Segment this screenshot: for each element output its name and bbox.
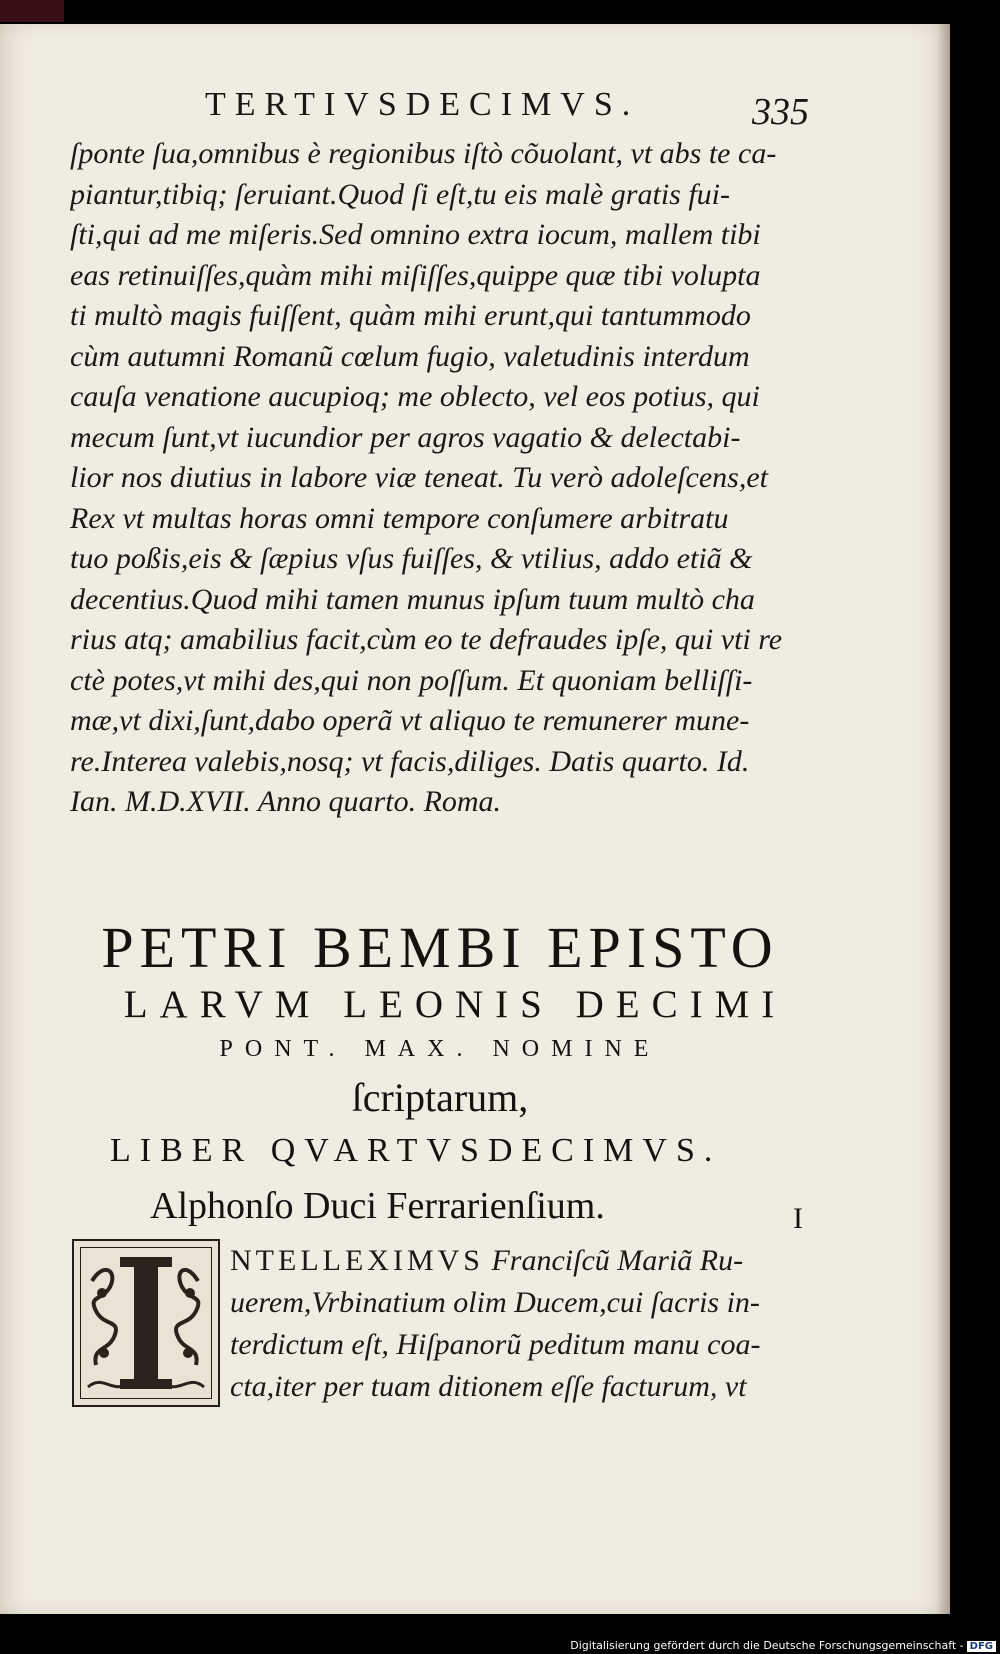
text-line: ti multò magis fuiſſent, quàm mihi erunt,qui tantummodo — [70, 299, 751, 332]
text-line: cauſa venatione aucupioq; me oblecto, vel eos potius, qui — [70, 380, 760, 413]
text-line: eas retinuiſſes,quàm mihi miſiſſes,quippe quæ tibi volupta — [70, 258, 761, 292]
book-page — [0, 24, 950, 1614]
dfg-logo: DFG — [967, 1641, 996, 1652]
text-line: terdictum eſt, Hiſpanorũ peditum manu coa- — [230, 1328, 761, 1361]
text-line: decentius.Quod mihi tamen munus ipſum tuum multò cha — [70, 582, 755, 616]
text-line: cùm autumni Romanũ cœlum fugio, valetudinis interdum — [70, 339, 750, 373]
letter-addressee: Alphonſo Duci Ferrarienſium. — [150, 1185, 605, 1227]
text-line: ctè potes,vt mihi des,qui non poſſum. Et quoniam belliſſi- — [70, 663, 753, 697]
text-line: Ian. M.D.XVII. Anno quarto. Roma. — [70, 785, 502, 818]
text-line: rius atq; amabilius facit,cùm eo te defraudes ipſe, qui vti re — [70, 623, 783, 656]
page-edge-shadow — [936, 24, 950, 1614]
text-line: lior nos diutius in labore viæ teneat. Tu verò adoleſcens,et — [70, 461, 768, 494]
text-line: cta,iter per tuam ditionem eſſe facturum, vt — [230, 1370, 747, 1403]
heading-line-4: ſcriptarum, — [351, 1075, 529, 1120]
text-line: tuo poßis,eis & ſæpius vſus fuiſſes, & vtilius, addo etiã & — [70, 542, 753, 575]
text-line: ſponte ſua,omnibus è regionibus iſtò cõuolant, vt abs te ca- — [70, 137, 777, 170]
decorated-initial-i — [72, 1239, 220, 1407]
heading-line-3: PONT. MAX. NOMINE — [219, 1036, 661, 1062]
page-number: 335 — [752, 91, 809, 133]
letter-number: I — [793, 1202, 803, 1235]
letter-body — [230, 1240, 815, 1408]
text-line — [230, 1240, 815, 1282]
letter-body-continued — [70, 134, 815, 823]
heading-book-number: LIBER QVARTVSDECIMVS. — [110, 1132, 722, 1169]
footer-credit — [570, 1639, 996, 1652]
scan-corner-mark — [0, 0, 64, 22]
text-line: re.Interea valebis,nosq; vt facis,diliges. Datis quarto. Id. — [70, 744, 750, 778]
text-line: piantur,tibiq; ſeruiant.Quod ſi eſt,tu eis malè gratis fui- — [70, 177, 730, 211]
text-line: Rex vt multas horas omni tempore conſumere arbitratu — [70, 501, 729, 535]
text-line: ſti,qui ad me miſeris.Sed omnino extra iocum, mallem tibi — [70, 218, 761, 251]
text-line: uerem,Vrbinatium olim Ducem,cui ſacris in- — [230, 1286, 760, 1319]
running-title: TERTIVSDECIMVS. — [205, 86, 640, 123]
first-word: NTELLEXIMVS — [230, 1244, 484, 1277]
text-line-rest: Franciſcũ Mariã Ru- — [483, 1244, 744, 1277]
credit-text: Digitalisierung gefördert durch die Deutsche Forschungsgemeinschaft - — [570, 1639, 964, 1652]
running-head — [0, 86, 950, 136]
ornament-icon — [74, 1241, 218, 1405]
text-line: mæ,vt dixi,ſunt,dabo operã vt aliquo te remunerer mune- — [70, 704, 750, 737]
heading-line-2: LARVM LEONIS DECIMI — [123, 983, 787, 1026]
text-line: mecum ſunt,vt iucundior per agros vagatio & delectabi- — [70, 420, 741, 454]
heading-line-1: PETRI BEMBI EPISTO — [101, 915, 779, 980]
